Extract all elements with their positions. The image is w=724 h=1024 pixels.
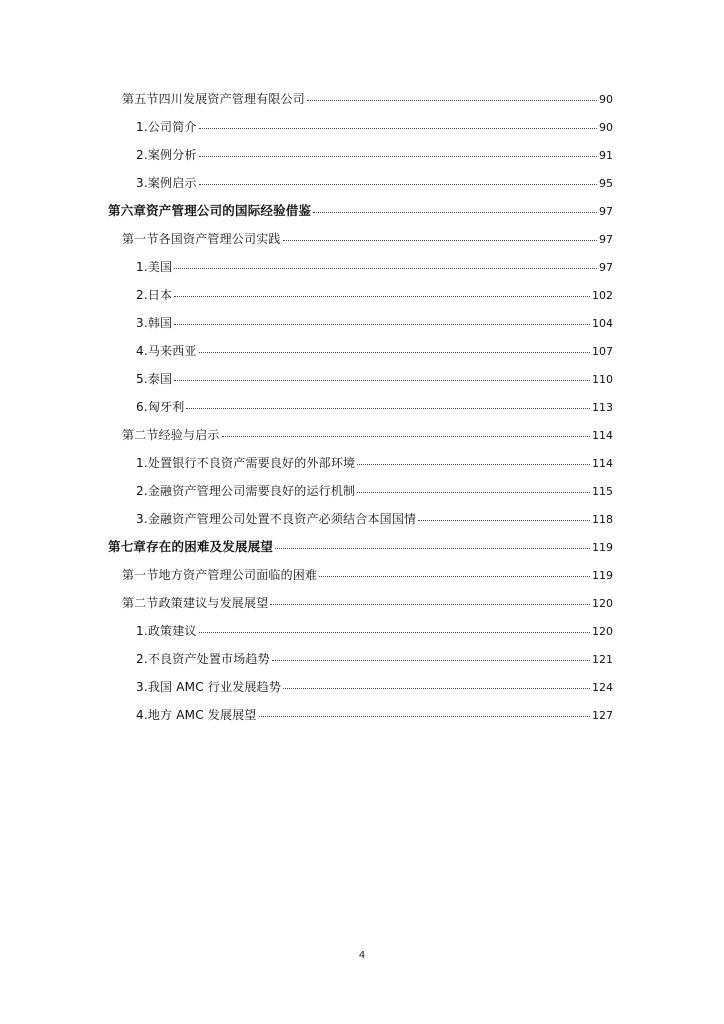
toc-entry-row xyxy=(136,484,613,499)
toc-entry-row xyxy=(136,288,613,303)
toc-entry-title: 1.美国 xyxy=(136,260,173,274)
toc-entry-page: 120 xyxy=(592,597,613,610)
dot-leader xyxy=(174,295,590,297)
dot-leader xyxy=(174,323,590,325)
toc-entry-row xyxy=(136,680,613,695)
dot-leader xyxy=(199,183,597,185)
toc-entry-row xyxy=(136,372,613,387)
toc-entry-title: 4.地方 AMC 发展展望 xyxy=(136,708,257,722)
toc-entry-item[interactable] xyxy=(0,366,724,394)
toc-entry-row xyxy=(122,428,613,443)
toc-entry-item[interactable] xyxy=(0,254,724,282)
toc-entry-row xyxy=(122,232,613,247)
dot-leader xyxy=(357,491,590,493)
toc-entry-row xyxy=(122,568,613,583)
toc-entry-page: 95 xyxy=(599,177,613,190)
table-of-contents xyxy=(0,86,724,730)
toc-entry-item[interactable] xyxy=(0,310,724,338)
dot-leader xyxy=(283,239,597,241)
toc-entry-row xyxy=(136,344,613,359)
toc-entry-section[interactable] xyxy=(0,562,724,590)
toc-entry-page: 118 xyxy=(592,513,613,526)
toc-entry-page: 104 xyxy=(592,317,613,330)
toc-entry-section[interactable] xyxy=(0,590,724,618)
dot-leader xyxy=(174,379,590,381)
dot-leader xyxy=(259,715,590,717)
toc-entry-page: 90 xyxy=(599,93,613,106)
toc-entry-section[interactable] xyxy=(0,422,724,450)
toc-entry-page: 120 xyxy=(592,625,613,638)
toc-entry-page: 115 xyxy=(592,485,613,498)
dot-leader xyxy=(418,519,590,521)
toc-entry-item[interactable] xyxy=(0,338,724,366)
toc-entry-item[interactable] xyxy=(0,282,724,310)
dot-leader xyxy=(199,631,590,633)
toc-entry-row xyxy=(136,148,613,163)
toc-entry-title: 1.处置银行不良资产需要良好的外部环境 xyxy=(136,456,356,470)
toc-entry-page: 110 xyxy=(592,373,613,386)
dot-leader xyxy=(275,547,590,549)
toc-entry-row xyxy=(108,540,613,555)
dot-leader xyxy=(174,267,597,269)
toc-entry-row xyxy=(136,512,613,527)
toc-entry-item[interactable] xyxy=(0,394,724,422)
toc-entry-item[interactable] xyxy=(0,142,724,170)
toc-entry-page: 91 xyxy=(599,149,613,162)
toc-entry-title: 第一节地方资产管理公司面临的困难 xyxy=(122,568,318,582)
toc-entry-chapter[interactable] xyxy=(0,198,724,226)
dot-leader xyxy=(319,575,590,577)
dot-leader xyxy=(270,603,590,605)
toc-entry-page: 113 xyxy=(592,401,613,414)
dot-leader xyxy=(307,99,597,101)
toc-entry-page: 114 xyxy=(592,429,613,442)
dot-leader xyxy=(272,659,590,661)
toc-entry-row xyxy=(136,120,613,135)
toc-entry-page: 127 xyxy=(592,709,613,722)
toc-entry-item[interactable] xyxy=(0,170,724,198)
toc-entry-page: 97 xyxy=(599,205,613,218)
toc-entry-row xyxy=(122,92,613,107)
toc-entry-item[interactable] xyxy=(0,450,724,478)
toc-entry-page: 107 xyxy=(592,345,613,358)
toc-entry-item[interactable] xyxy=(0,674,724,702)
toc-entry-row xyxy=(136,260,613,275)
dot-leader xyxy=(199,351,590,353)
toc-entry-title: 1.政策建议 xyxy=(136,624,197,638)
toc-entry-title: 2.案例分析 xyxy=(136,148,197,162)
toc-entry-title: 3.金融资产管理公司处置不良资产必须结合本国国情 xyxy=(136,512,417,526)
toc-entry-title: 2.不良资产处置市场趋势 xyxy=(136,652,270,666)
dot-leader xyxy=(313,211,597,213)
toc-entry-title: 第六章资产管理公司的国际经验借鉴 xyxy=(108,203,312,218)
toc-entry-page: 119 xyxy=(592,541,613,554)
toc-entry-title: 第五节四川发展资产管理有限公司 xyxy=(122,92,306,106)
toc-entry-page: 121 xyxy=(592,653,613,666)
toc-entry-title: 1.公司简介 xyxy=(136,120,197,134)
toc-entry-row xyxy=(136,456,613,471)
toc-entry-row xyxy=(136,316,613,331)
toc-entry-item[interactable] xyxy=(0,114,724,142)
toc-entry-chapter[interactable] xyxy=(0,534,724,562)
toc-entry-title: 第七章存在的困难及发展展望 xyxy=(108,539,274,554)
toc-entry-item[interactable] xyxy=(0,646,724,674)
dot-leader xyxy=(199,155,597,157)
toc-entry-title: 3.案例启示 xyxy=(136,176,197,190)
dot-leader xyxy=(199,127,597,129)
toc-entry-page: 90 xyxy=(599,121,613,134)
toc-entry-page: 114 xyxy=(592,457,613,470)
toc-entry-title: 第二节经验与启示 xyxy=(122,428,220,442)
toc-entry-row xyxy=(136,400,613,415)
toc-entry-page: 102 xyxy=(592,289,613,302)
toc-entry-title: 3.我国 AMC 行业发展趋势 xyxy=(136,680,282,694)
toc-entry-title: 第一节各国资产管理公司实践 xyxy=(122,232,281,246)
toc-entry-title: 6.匈牙利 xyxy=(136,400,185,414)
toc-entry-row xyxy=(136,708,613,723)
toc-entry-row xyxy=(136,176,613,191)
toc-entry-item[interactable] xyxy=(0,478,724,506)
toc-entry-title: 第二节政策建议与发展展望 xyxy=(122,596,269,610)
toc-entry-item[interactable] xyxy=(0,506,724,534)
toc-entry-title: 2.金融资产管理公司需要良好的运行机制 xyxy=(136,484,356,498)
dot-leader xyxy=(186,407,590,409)
toc-entry-item[interactable] xyxy=(0,702,724,730)
page-number: 4 xyxy=(358,950,366,961)
toc-entry-row xyxy=(108,204,613,219)
toc-entry-title: 5.泰国 xyxy=(136,372,173,386)
toc-entry-row xyxy=(136,624,613,639)
toc-entry-item[interactable] xyxy=(0,618,724,646)
toc-entry-section[interactable] xyxy=(0,226,724,254)
toc-entry-row xyxy=(136,652,613,667)
dot-leader xyxy=(222,435,590,437)
toc-entry-page: 97 xyxy=(599,261,613,274)
toc-entry-title: 4.马来西亚 xyxy=(136,344,197,358)
toc-entry-title: 3.韩国 xyxy=(136,316,173,330)
dot-leader xyxy=(283,687,590,689)
toc-entry-title: 2.日本 xyxy=(136,288,173,302)
toc-entry-page: 97 xyxy=(599,233,613,246)
toc-entry-page: 124 xyxy=(592,681,613,694)
toc-entry-section[interactable] xyxy=(0,86,724,114)
toc-entry-row xyxy=(122,596,613,611)
toc-entry-page: 119 xyxy=(592,569,613,582)
dot-leader xyxy=(357,463,590,465)
